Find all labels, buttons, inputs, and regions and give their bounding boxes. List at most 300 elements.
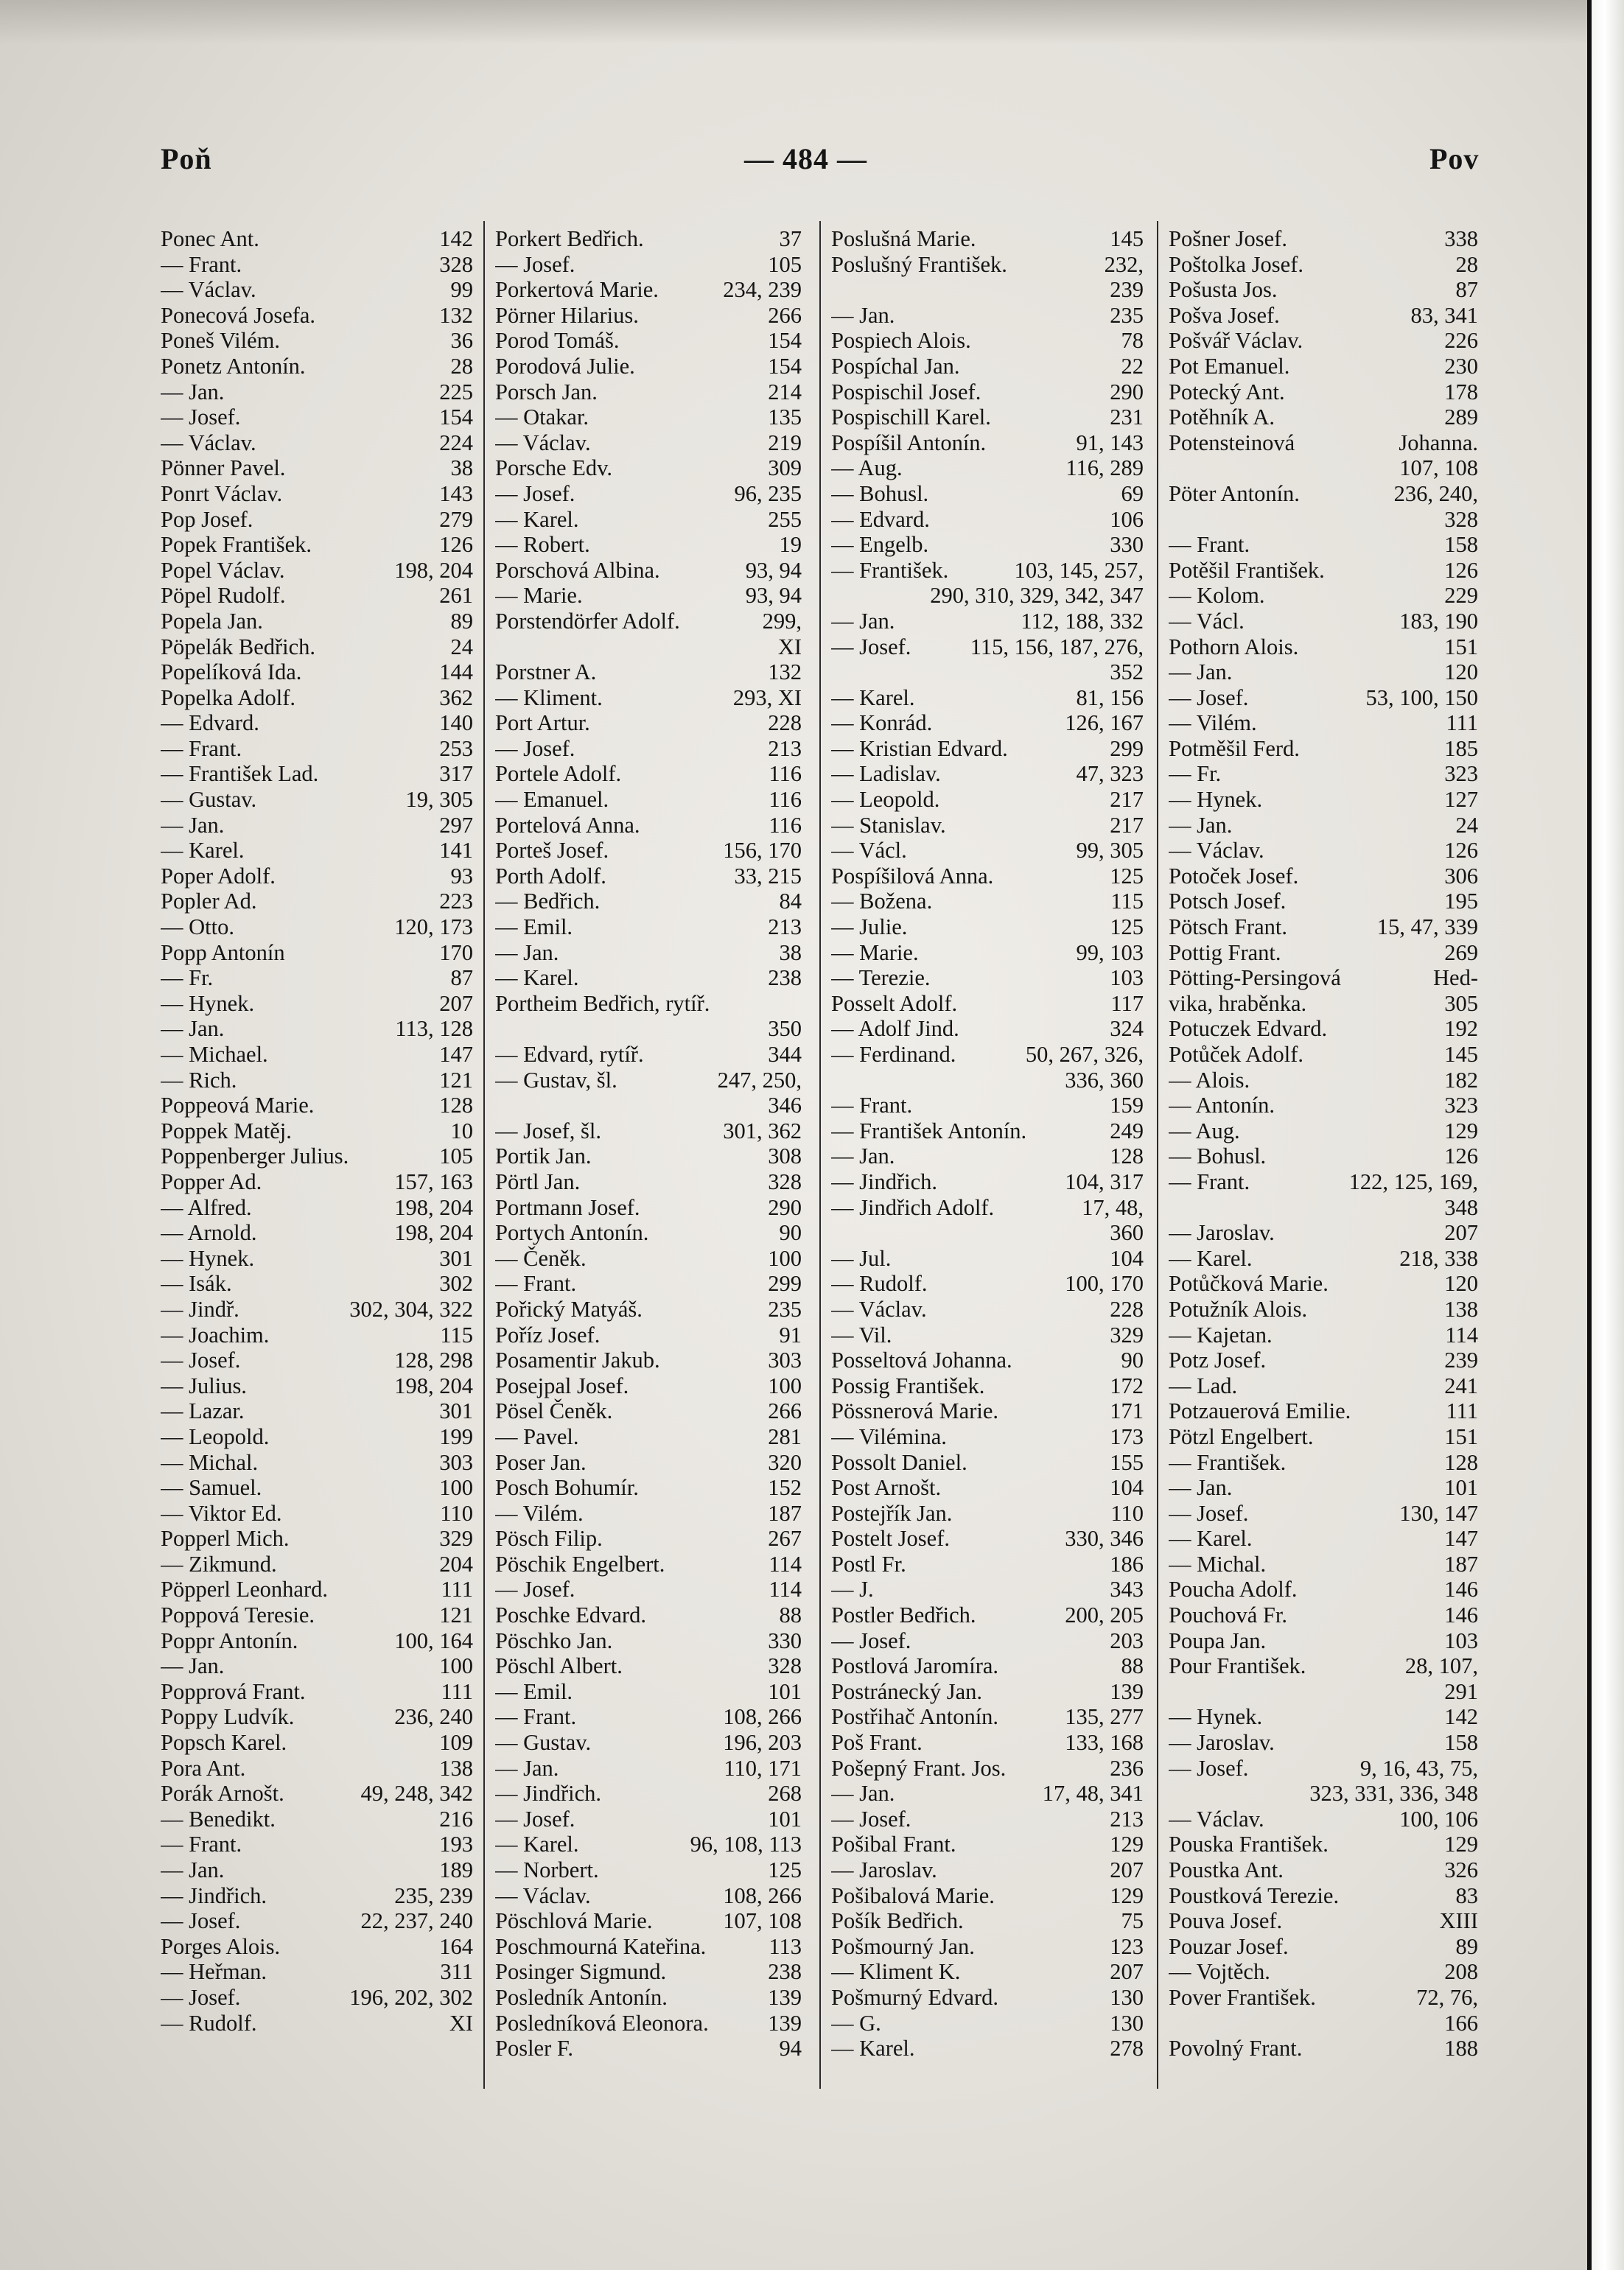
index-entry (161, 1756, 473, 1782)
index-entry (161, 609, 473, 634)
index-entry (831, 787, 1144, 813)
entry-name: — Rich. (161, 1067, 237, 1093)
entry-pages: 293, XI (732, 684, 802, 710)
entry-pages: 329 (439, 1526, 473, 1552)
index-entry (161, 1552, 473, 1577)
entry-pages: 309 (768, 455, 802, 481)
entry-name: — Jindřich. (831, 1169, 938, 1194)
index-entry (161, 1577, 473, 1602)
entry-pages: 107, 108 (1399, 455, 1478, 481)
index-entry (831, 813, 1144, 838)
index-entry (1169, 940, 1478, 966)
entry-name: Popler Ad. (161, 889, 257, 914)
index-entry (161, 1373, 473, 1399)
index-entry (161, 277, 473, 303)
index-entry (831, 761, 1144, 787)
entry-pages: XIII (1439, 1908, 1478, 1934)
entry-name: — Kristian Edvard. (831, 735, 1008, 761)
entry-pages: 93, 94 (745, 557, 802, 583)
index-entry (495, 252, 802, 278)
entry-pages: 104 (1110, 1475, 1144, 1501)
entry-name: — Kajetan. (1169, 1322, 1273, 1348)
index-entry (831, 583, 1144, 609)
index-entry (831, 609, 1144, 634)
index-entry (495, 863, 802, 889)
entry-name: — Jan. (161, 1653, 225, 1679)
index-entry (1169, 252, 1478, 278)
entry-pages: 99 (450, 277, 473, 303)
entry-pages: 90 (1121, 1348, 1144, 1373)
index-entry (495, 710, 802, 736)
entry-pages: 22 (1121, 353, 1144, 379)
entry-name: Porstendörfer Adolf. (495, 608, 680, 634)
entry-pages: 94 (779, 2036, 802, 2061)
entry-name: — Josef. (161, 404, 241, 430)
index-entry (161, 558, 473, 584)
entry-pages: 236, 240 (394, 1704, 473, 1730)
index-entry (161, 404, 473, 430)
entry-name: Popsch Karel. (161, 1730, 287, 1756)
index-entry (1169, 685, 1478, 711)
index-entry (161, 1628, 473, 1654)
entry-name: — Jaroslav. (1169, 1730, 1275, 1756)
entry-name: Pospischil Josef. (831, 379, 981, 404)
index-entry (161, 1985, 473, 2011)
index-entry (495, 1323, 802, 1348)
index-entry (831, 659, 1144, 685)
entry-pages: 226 (1444, 328, 1478, 354)
entry-name: — Jan. (495, 1755, 559, 1781)
index-entry (495, 1246, 802, 1272)
index-entry (831, 991, 1144, 1017)
entry-name: Portik Jan. (495, 1143, 592, 1169)
entry-name: — Frant. (495, 1271, 577, 1297)
index-entry (495, 634, 802, 660)
entry-name: — Božena. (831, 889, 933, 914)
entry-pages: 111 (441, 1678, 473, 1704)
entry-name: Poser Jan. (495, 1449, 587, 1475)
entry-name: Porteš Josef. (495, 838, 609, 863)
entry-name: — Engelb. (831, 532, 929, 558)
index-entry (831, 965, 1144, 991)
index-entry (161, 1271, 473, 1297)
index-entry (1169, 1501, 1478, 1527)
entry-pages: 301, 362 (723, 1118, 802, 1143)
entry-name: Pötting-Persingová (1169, 965, 1341, 991)
entry-pages: 170 (439, 939, 473, 965)
entry-name: Porod Tomáš. (495, 328, 620, 354)
entry-name: — Jindřich. (495, 1781, 602, 1807)
entry-pages: 130, 147 (1399, 1500, 1478, 1526)
entry-pages: 279 (439, 506, 473, 532)
entry-name: Pottig Frant. (1169, 939, 1281, 965)
entry-pages: 141 (439, 838, 473, 863)
index-entry (161, 1195, 473, 1221)
entry-pages: 100 (439, 1475, 473, 1501)
index-entry (495, 277, 802, 303)
entry-name: Poslušná Marie. (831, 226, 976, 251)
index-entry (831, 1093, 1144, 1118)
entry-pages: 126 (1444, 838, 1478, 863)
index-entry (1169, 710, 1478, 736)
entry-name: Poppová Teresie. (161, 1602, 315, 1628)
entry-pages: 213 (768, 914, 802, 940)
index-entry (1169, 226, 1478, 252)
entry-pages: 116 (769, 761, 802, 787)
entry-name: Potěšil František. (1169, 557, 1325, 583)
index-entry (161, 1526, 473, 1552)
index-entry (831, 1450, 1144, 1476)
entry-name: Potzauerová Emilie. (1169, 1398, 1351, 1424)
entry-name: Poppek Matěj. (161, 1118, 292, 1143)
entry-name: — Vojtěch. (1169, 1959, 1270, 1985)
entry-name: Pöpelák Bedřich. (161, 634, 316, 659)
entry-pages: 115 (1110, 889, 1144, 914)
index-entry (1169, 889, 1478, 914)
index-entry (831, 507, 1144, 533)
index-entry (161, 761, 473, 787)
entry-pages: 299, (762, 608, 802, 634)
index-entry (495, 1908, 802, 1934)
index-entry (161, 1959, 473, 1985)
index-entry (831, 1068, 1144, 1093)
index-entry (161, 1679, 473, 1705)
entry-pages: 87 (450, 965, 473, 991)
index-entry (495, 1653, 802, 1679)
index-entry (1169, 1602, 1478, 1628)
entry-pages: 47, 323 (1076, 761, 1144, 787)
entry-pages: 301 (439, 1398, 473, 1424)
entry-pages: 99, 305 (1076, 838, 1144, 863)
entry-name: — Lazar. (161, 1398, 245, 1424)
entry-pages: 185 (1444, 735, 1478, 761)
entry-name: — Frant. (161, 735, 242, 761)
entry-pages: 235, 239 (394, 1882, 473, 1908)
entry-name: — Fr. (161, 965, 214, 991)
entry-name: Pospíšil Antonín. (831, 430, 987, 455)
entry-pages: 208 (1444, 1959, 1478, 1985)
entry-name: Pouva Josef. (1169, 1908, 1283, 1934)
entry-name: — Edvard. (161, 710, 259, 736)
index-entry (1169, 303, 1478, 329)
entry-pages: 308 (768, 1143, 802, 1169)
entry-name: Posamentir Jakub. (495, 1348, 660, 1373)
index-entry (161, 354, 473, 379)
entry-name: Poš Frant. (831, 1730, 923, 1756)
entry-pages: 103, 145, 257, (1014, 557, 1144, 583)
entry-pages: 121 (439, 1067, 473, 1093)
index-entry (1169, 1220, 1478, 1246)
index-entry (495, 532, 802, 558)
index-entry (161, 1093, 473, 1118)
entry-name: — Edvard. (831, 506, 930, 532)
index-entry (495, 1602, 802, 1628)
index-entry (1169, 813, 1478, 838)
entry-name: — G. (831, 2010, 881, 2036)
entry-pages: 125 (1110, 914, 1144, 940)
entry-pages: 328 (1444, 506, 1478, 532)
entry-pages: 125 (1110, 863, 1144, 889)
entry-name: Potuczek Edvard. (1169, 1016, 1328, 1042)
entry-pages: 135, 277 (1065, 1704, 1144, 1730)
entry-pages: 103 (1444, 1628, 1478, 1653)
index-entry (1169, 507, 1478, 533)
index-entry (495, 1220, 802, 1246)
index-entry (1169, 991, 1478, 1017)
entry-name: Postler Bedřich. (831, 1602, 976, 1628)
index-entry (831, 404, 1144, 430)
entry-pages: 129 (1110, 1832, 1144, 1857)
entry-name: Pöschko Jan. (495, 1628, 613, 1653)
entry-pages: 100 (768, 1245, 802, 1271)
entry-pages: 114 (1445, 1322, 1478, 1348)
entry-pages: 266 (768, 302, 802, 328)
entry-pages: 303 (439, 1449, 473, 1475)
entry-pages: 346 (768, 1093, 802, 1118)
entry-pages: 101 (768, 1806, 802, 1832)
index-entry (161, 965, 473, 991)
entry-pages: 187 (768, 1500, 802, 1526)
index-entry (831, 430, 1144, 456)
index-entry (831, 1016, 1144, 1042)
entry-name: Posseltová Johanna. (831, 1348, 1012, 1373)
index-entry (1169, 914, 1478, 940)
index-entry (1169, 1042, 1478, 1068)
entry-name: — Kliment. (495, 684, 603, 710)
entry-pages: 336, 360 (1065, 1067, 1144, 1093)
entry-name: — Vilémina. (831, 1423, 947, 1449)
entry-name: Pösch Filip. (495, 1526, 603, 1552)
index-entry (495, 1195, 802, 1221)
entry-pages: 199 (439, 1423, 473, 1449)
index-entry (161, 252, 473, 278)
entry-name: — Frant. (161, 1832, 242, 1857)
entry-name: Postlová Jaromíra. (831, 1653, 999, 1679)
entry-name: Posch Bohumír. (495, 1475, 639, 1501)
entry-name: — Rudolf. (161, 2010, 257, 2036)
entry-pages: 166 (1444, 2010, 1478, 2036)
entry-name: — Samuel. (161, 1475, 262, 1501)
entry-name: — Karel. (831, 684, 915, 710)
column-rule (819, 221, 821, 2089)
index-entry (831, 558, 1144, 584)
index-entry (161, 1450, 473, 1476)
index-entry (831, 1501, 1144, 1527)
index-entry (1169, 1398, 1478, 1424)
entry-name: — Josef. (1169, 1755, 1249, 1781)
index-entry (831, 1348, 1144, 1373)
entry-name: Pönner Pavel. (161, 455, 286, 481)
page-top-shadow (0, 0, 1592, 44)
entry-name: Popprová Frant. (161, 1678, 306, 1704)
entry-name: — Jindřich. (161, 1882, 267, 1908)
entry-name: Pöschlová Marie. (495, 1908, 653, 1934)
entry-pages: 81, 156 (1076, 684, 1144, 710)
entry-name: Pour František. (1169, 1653, 1306, 1679)
index-entry (831, 1653, 1144, 1679)
entry-name: — Alois. (1169, 1067, 1250, 1093)
entry-name: Potoček Josef. (1169, 863, 1299, 889)
entry-pages: 151 (1444, 1423, 1478, 1449)
entry-pages: 219 (768, 430, 802, 455)
entry-pages: 100 (768, 1373, 802, 1398)
entry-pages: 142 (1444, 1704, 1478, 1730)
entry-name: Popp Antonín (161, 939, 285, 965)
entry-name: — Alfred. (161, 1194, 252, 1220)
index-entry (495, 2011, 802, 2036)
entry-pages: 87 (1455, 277, 1478, 303)
index-entry (161, 1832, 473, 1857)
entry-pages: 37 (779, 226, 802, 251)
entry-name: Potecký Ant. (1169, 379, 1285, 404)
entry-pages: 343 (1110, 1577, 1144, 1602)
entry-pages: 236, 240, (1393, 480, 1478, 506)
entry-pages: 173 (1110, 1423, 1144, 1449)
index-entry (495, 1143, 802, 1169)
index-entry (1169, 1169, 1478, 1195)
entry-name: Pouska František. (1169, 1832, 1329, 1857)
entry-pages: 235 (768, 1296, 802, 1322)
index-entry (161, 634, 473, 660)
entry-pages: 130 (1110, 2010, 1144, 2036)
index-entry (495, 787, 802, 813)
entry-pages: 338 (1444, 226, 1478, 251)
entry-name: Popela Jan. (161, 608, 263, 634)
entry-pages: 328 (768, 1169, 802, 1194)
entry-pages: 236 (1110, 1755, 1144, 1781)
index-entry (1169, 1653, 1478, 1679)
entry-pages: 188 (1444, 2036, 1478, 2061)
index-entry (495, 1424, 802, 1450)
entry-pages: 128 (439, 1093, 473, 1118)
entry-pages: 75 (1121, 1908, 1144, 1934)
index-entry (161, 991, 473, 1017)
entry-pages: 290 (1110, 379, 1144, 404)
entry-name: — Frant. (1169, 532, 1250, 558)
entry-name: — Josef. (161, 1348, 241, 1373)
entry-name: vika, hraběnka. (1169, 990, 1307, 1016)
entry-pages: 158 (1444, 1730, 1478, 1756)
entry-pages: 360 (1110, 1220, 1144, 1246)
entry-pages: 238 (768, 965, 802, 991)
entry-pages: 10 (450, 1118, 473, 1143)
index-entry (831, 685, 1144, 711)
entry-name: — Marie. (831, 939, 919, 965)
entry-name: — Josef. (1169, 684, 1249, 710)
entry-name: Postl Fr. (831, 1551, 906, 1577)
entry-pages: 36 (450, 328, 473, 354)
entry-pages: 299 (768, 1271, 802, 1297)
entry-pages: 195 (1444, 889, 1478, 914)
index-entry (495, 659, 802, 685)
entry-pages: 281 (768, 1423, 802, 1449)
entry-name: — Jindřich Adolf. (831, 1194, 995, 1220)
entry-pages: 122, 125, 169, (1348, 1169, 1478, 1194)
index-entry (831, 303, 1144, 329)
entry-name: Pörtl Jan. (495, 1169, 581, 1194)
index-entry (161, 863, 473, 889)
entry-name: — Vil. (831, 1322, 892, 1348)
running-head-left: Poň (161, 142, 212, 175)
index-entry (495, 379, 802, 405)
index-entry (161, 1934, 473, 1960)
entry-pages: 19 (779, 532, 802, 558)
index-entry (1169, 1348, 1478, 1373)
entry-pages: 239 (1110, 277, 1144, 303)
entry-name: — Josef. (495, 735, 575, 761)
entry-name: Ponetz Antonín. (161, 353, 306, 379)
entry-name: — Edvard, rytíř. (495, 1042, 644, 1067)
entry-pages: 217 (1110, 787, 1144, 813)
entry-name: — František. (1169, 1449, 1287, 1475)
entry-name: — Josef. (1169, 1500, 1249, 1526)
entry-pages: 38 (450, 455, 473, 481)
entry-pages: 17, 48, (1082, 1194, 1144, 1220)
entry-name: Pouzar Josef. (1169, 1933, 1289, 1959)
entry-name: — Karel. (161, 838, 245, 863)
entry-pages: 291 (1444, 1678, 1478, 1704)
entry-name: Pötsch Frant. (1169, 914, 1287, 940)
index-entry (831, 379, 1144, 405)
entry-name: Portelová Anna. (495, 812, 640, 838)
entry-name: — Jaroslav. (831, 1857, 937, 1882)
index-entry (495, 226, 802, 252)
entry-pages: 289 (1444, 404, 1478, 430)
entry-pages: 156, 170 (723, 838, 802, 863)
entry-name: Popek František. (161, 532, 312, 558)
entry-name: Porth Adolf. (495, 863, 606, 889)
entry-name: Pösel Čeněk. (495, 1398, 613, 1424)
entry-name: Potensteinová (1169, 430, 1295, 455)
entry-name: Pora Ant. (161, 1755, 246, 1781)
entry-pages: 290, 310, 329, 342, 347 (930, 583, 1144, 609)
index-entry (495, 1475, 802, 1501)
entry-pages: Johanna. (1399, 430, 1478, 455)
entry-name: Poslušný František. (831, 251, 1007, 277)
entry-pages: 113, 128 (395, 1016, 473, 1042)
entry-pages: 297 (439, 812, 473, 838)
entry-pages: 130 (1110, 1984, 1144, 2010)
entry-pages: 234, 239 (723, 277, 802, 303)
entry-name: Postřihač Antonín. (831, 1704, 999, 1730)
entry-name: Port Artur. (495, 710, 590, 736)
entry-pages: 302 (439, 1271, 473, 1297)
entry-name: — Aug. (1169, 1118, 1240, 1143)
index-entry (161, 1246, 473, 1272)
entry-name: — Bedřich. (495, 889, 601, 914)
entry-pages: 110, 171 (724, 1755, 802, 1781)
entry-name: — Josef. (161, 1908, 241, 1934)
index-entry (495, 1271, 802, 1297)
entry-pages: 172 (1110, 1373, 1144, 1398)
entry-name: Poustková Terezie. (1169, 1882, 1340, 1908)
index-entry (831, 1475, 1144, 1501)
entry-name: Porges Alois. (161, 1933, 281, 1959)
entry-pages: 164 (439, 1933, 473, 1959)
index-entry (161, 1143, 473, 1169)
entry-pages: 305 (1444, 990, 1478, 1016)
entry-name: — Jan. (1169, 812, 1233, 838)
entry-pages: 253 (439, 735, 473, 761)
index-entry (1169, 532, 1478, 558)
index-entry (161, 2011, 473, 2036)
entry-pages: 101 (768, 1678, 802, 1704)
entry-name: Porkert Bedřich. (495, 226, 644, 251)
entry-pages: 96, 108, 113 (690, 1832, 802, 1857)
entry-pages: 88 (1121, 1653, 1144, 1679)
index-entry (161, 1398, 473, 1424)
index-entry (1169, 1908, 1478, 1934)
